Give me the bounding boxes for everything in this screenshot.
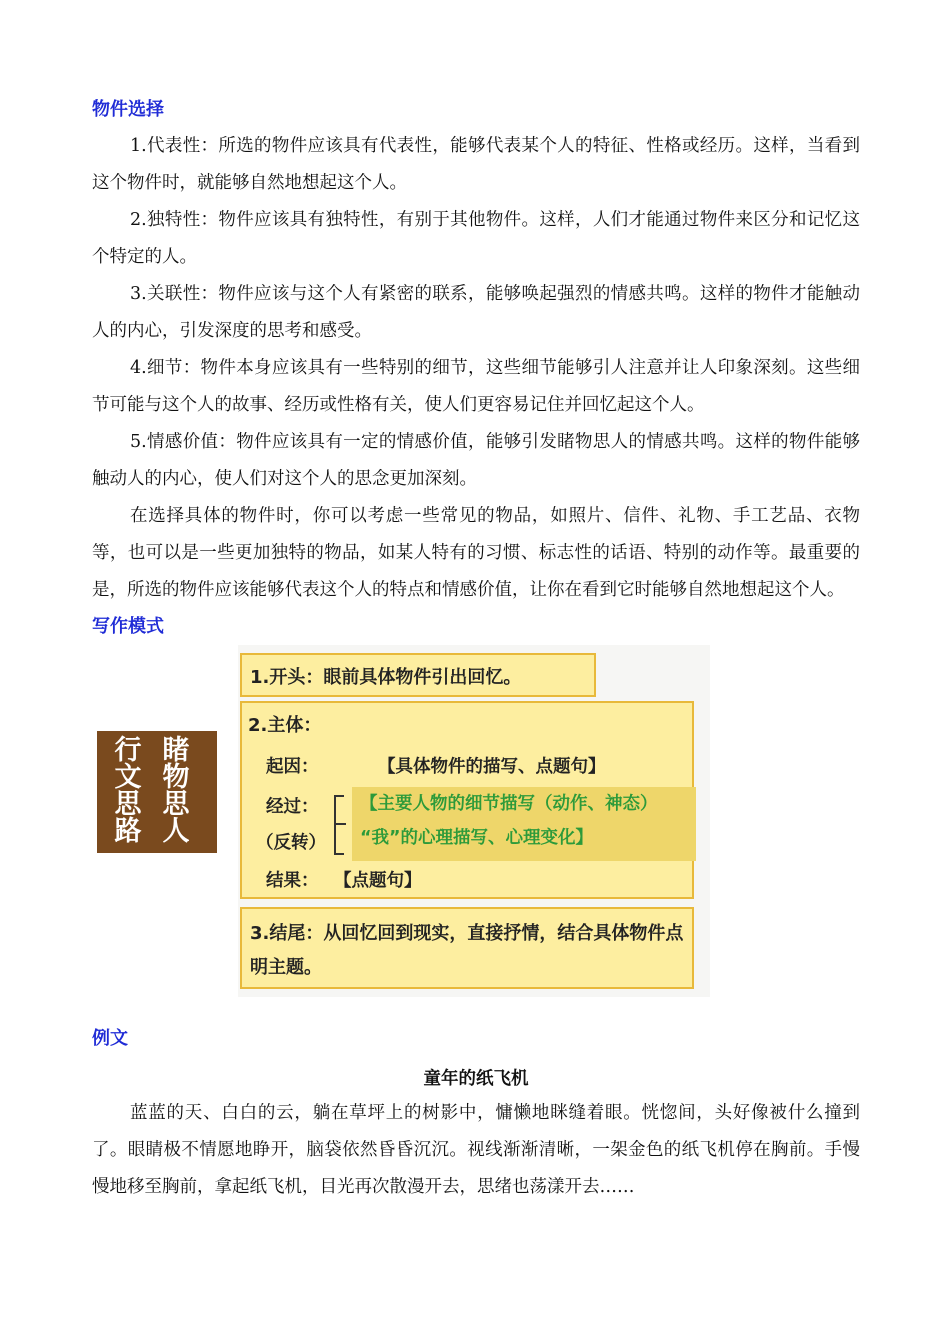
section-heading-example: 例文 <box>92 1028 128 1049</box>
section-heading-writing-pattern: 写作模式 <box>92 616 164 637</box>
side-label-block <box>97 731 217 853</box>
side-label-char: 思 <box>114 789 142 820</box>
turn-label: （反转） <box>256 833 326 853</box>
cause-text: 【具体物件的描写、点题句】 <box>378 757 606 777</box>
side-label-char: 路 <box>114 816 142 847</box>
side-label-char: 行 <box>114 735 142 766</box>
side-label-col-2 <box>161 737 191 845</box>
side-label-char: 人 <box>162 816 190 847</box>
process-label: 经过： <box>266 797 319 817</box>
writing-pattern-diagram <box>92 645 860 997</box>
opening-box: 1.开头：眼前具体物件引出回忆。 <box>240 653 596 697</box>
section-heading-object-selection: 物件选择 <box>92 99 164 120</box>
body-box <box>240 701 694 899</box>
side-label-char: 思 <box>162 789 190 820</box>
ending-box: 3.结尾：从回忆回到现实，直接抒情，结合具体物件点明主题。 <box>240 907 694 989</box>
side-label-col-1 <box>113 737 143 845</box>
detail-line-1: 【主要人物的细节描写（动作、神态） <box>360 794 658 814</box>
paragraph-uniqueness: 2.独特性：物件应该具有独特性，有别于其他物件。这样，人们才能通过物件来区分和记忆这个特定的人。 <box>92 210 860 267</box>
document-page <box>92 98 860 1206</box>
detail-highlight-box <box>352 787 696 861</box>
detail-line-2: “我”的心理描写、心理变化】 <box>360 828 594 848</box>
paragraph-selection-summary: 在选择具体的物件时，你可以考虑一些常见的物品，如照片、信件、礼物、手工艺品、衣物等，也可以是一些更加独特的物品，如某人特有的习惯、标志性的话语、特别的动作等。最重要的是，所选的物件应该能够代表这个人的特点和情感价值，让你在看到它时能够自然地想起这个人。 <box>92 506 860 600</box>
bracket-icon <box>334 795 348 855</box>
side-label-char: 文 <box>114 762 142 793</box>
paragraph-details: 4.细节：物件本身应该具有一些特别的细节，这些细节能够引人注意并让人印象深刻。这些细节可能与这个人的故事、经历或性格有关，使人们更容易记住并回忆起这个人。 <box>92 358 860 415</box>
side-label-char: 睹 <box>162 735 190 766</box>
cause-label: 起因： <box>266 757 319 777</box>
paragraph-representative: 1.代表性：所选的物件应该具有代表性，能够代表某个人的特征、性格或经历。这样，当看到这个物件时，就能够自然地想起这个人。 <box>92 136 860 193</box>
side-label-char: 物 <box>162 762 190 793</box>
result-text: 【点题句】 <box>334 871 422 891</box>
essay-title: 童年的纸飞机 <box>423 1069 529 1089</box>
paragraph-emotional-value: 5.情感价值：物件应该具有一定的情感价值，能够引发睹物思人的情感共鸣。这样的物件能够触动人的内心，使人们对这个人的思念更加深刻。 <box>92 432 860 489</box>
paragraph-relevance: 3.关联性：物件应该与这个人有紧密的联系，能够唤起强烈的情感共鸣。这样的物件才能触动人的内心，引发深度的思考和感受。 <box>92 284 860 341</box>
essay-paragraph: 蓝蓝的天、白白的云，躺在草坪上的树影中，慵懒地眯缝着眼。恍惚间，头好像被什么撞到了。眼睛极不情愿地睁开，脑袋依然昏昏沉沉。视线渐渐清晰，一架金色的纸飞机停在胸前。手慢慢地移至胸前，拿起纸飞机，目光再次散漫开去，思绪也荡漾开去…… <box>92 1103 860 1197</box>
result-label: 结果： <box>266 871 319 891</box>
body-title: 2.主体： <box>248 715 322 736</box>
